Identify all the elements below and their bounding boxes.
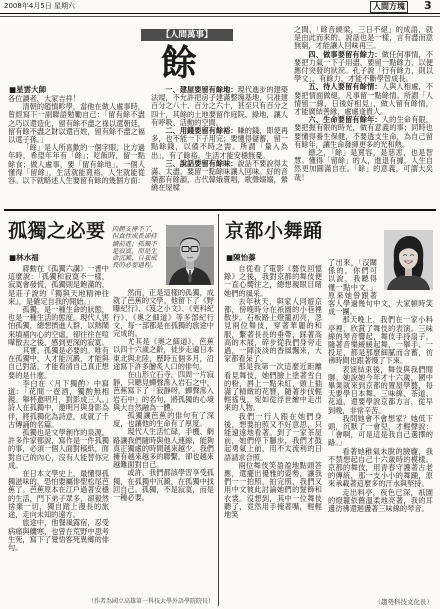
author-photo-lin	[166, 225, 214, 285]
column-divider	[218, 214, 219, 606]
article-column-b	[113, 289, 214, 596]
point-heading: 一、建屋要留有餘地：	[165, 86, 238, 94]
paragraph: 總之，「餘」是寬容，是慈悲，也是智慧。懂得「留餘」的人，進退有據，人生自然更加圓滿自在。「餘」的意義，可謂大矣哉！	[294, 148, 433, 182]
paragraph-text: 人的生命有限，要把握有限的時光，做有意義的事；同時也要懂得養生保健，不要透支生命，為自己留有餘年，讓生命發揮更多的光和熱。	[294, 115, 433, 149]
column-label: 【人間萬事】	[141, 29, 233, 41]
article-column-c	[224, 265, 322, 596]
paragraph: 了出來，「沒關係的，你們可以說，我聽得懂一點中文。」原來她曾跟著客人學過幾句中文，大家頓時笑成一團。	[328, 259, 433, 317]
header-rule-thin	[0, 16, 440, 17]
paragraph	[151, 127, 288, 160]
paragraph	[151, 86, 288, 127]
paragraph: 孤獨讓芭蕉的俳句有了深度，也讓他的生命有了厚度。	[113, 411, 214, 429]
point-heading: 六、生命要留有餘年：	[308, 115, 382, 125]
paragraph-text: 現代進步的建築法規，不允許把房子建滿整塊基地，只准建百分之八十、百分之六十，甚至只有百分之四十，其餘的土地要留作庭院、綠地，讓人有呼吸、活動的空間。	[151, 86, 288, 127]
paragraph: 走出料亭，夜色已深，祇園的燈籠依舊溫柔地亮著，我的耳邊彷彿還迴盪著三味線的琴音。	[328, 487, 433, 514]
paragraph: 之間，「餘音繞梁，三日不絕」的成語，就是由此而來的。說話也是一樣，言有盡而意無窮，才能讓人回味再三。	[294, 26, 433, 51]
paragraph: 那天晚上，我們在一家小料亭裡，欣賞了舞伎的表演。三味線的琴音響起，舞伎手持扇子，隨著音樂緩緩起舞，一舉手、一投足，都是那麼細膩而含蓄，彷彿時間也跟著慢了下來。	[328, 315, 433, 366]
article-title: 餘	[161, 43, 198, 84]
paragraph: 看著她稚氣未脫的臉龐，我不禁想起自己十六歲時的模樣。京都的舞伎，用青春守護著古老的傳統，那一支小小的舞踊，原來承載著這麼多的汗水與堅持。	[328, 446, 433, 489]
article-title-solitude: 孤獨之必要	[8, 220, 106, 242]
paragraph: 那是我第一次這麼近距離看見舞伎，她們臉上塗著雪白的粉，唇上一點朱紅，頭上插滿了精緻的花簪，隨著步伐輕輕搖曳，宛如從浮世繪中走出來的人物。	[224, 362, 322, 413]
paragraph: 我們一行人跟在她們身後，想要拍照又不好意思，只能遠遠地看著。到了一家茶屋前，她們停下腳步，我們才鼓起勇氣上前，用不太流利的日語請求合照。	[224, 411, 322, 462]
page-number: 3	[424, 0, 432, 12]
paragraph: 我問她會不會想家？她低下頭，沉默了一會兒，才輕聲說：「會啊，可是這是我自己選擇的路。」	[328, 413, 433, 448]
pull-quote: 肉體支撐不了，但真性成長卻持續前進；孤獨不是寂寞，而是生命沉澱、自我成長的必要過程。	[112, 226, 157, 270]
article-byline-kyoto: ■陳怡蓁	[226, 253, 256, 262]
paragraph	[294, 83, 433, 116]
paragraph: 孤獨，是一種生命的狀態，也是一種生活的態度。現代人害怕孤獨，總想擠進人群，以熱鬧來填補內心的空虛，卻往往在喧嘩散去之後，感到更深的寂寞。	[8, 305, 109, 347]
paragraph	[294, 116, 433, 149]
paragraph: 然而，正是這樣的孤獨，成就了芭蕉的文學。他留下了《野曝紀行》、《笈之小文》、《更科紀行》、《奧之細道》等多部紀行文，每一部都是在孤獨的旅途中完成的。	[113, 289, 214, 339]
paragraph: 在日本文學史上，最懂得孤獨滋味的，恐怕要屬俳聖松尾芭蕉了。芭蕉原本在江戶過著安穩的生活，門下弟子眾多，卻毅然捨棄一切，獨自踏上漫長的旅途，走向未知的遠方。	[8, 469, 109, 520]
paragraph: 兩位舞伎笑盈盈地點頭答應，還擺出優雅的姿勢，讓我們一一拍照。拍完照，我們又用中文彼此討論她們的髮飾和衣裳。沒想到，其中一位舞伎聽了，竟然用手掩著嘴，輕輕地笑	[224, 460, 322, 520]
paragraph-text: 人與人相處，不要把情面做絕，凡事留一點餘情。所謂「人情留一線，日後好相見」，做人留有餘情，才能廣結善緣，處處逢貴人。	[294, 82, 433, 117]
paragraph: 或許，我們都該學習享受孤獨，在孤獨中沉澱，在孤獨中找回自己。孤獨，不是寂寞，而是一種必要。	[113, 468, 214, 503]
article-column-d	[328, 259, 433, 596]
paragraph-text: 做任何事情，不要把力氣一下子用盡，要留一點餘力，以便應付突發的狀況。孔子說「行有餘力，則以學文」，有餘力，才能不斷學習成長。	[294, 49, 433, 84]
article-title-kyoto: 京都小舞踊	[225, 220, 323, 242]
author-note-solitude: （作者為國立高雄第一科技大學外語學院院長）	[87, 598, 214, 605]
point-heading: 三、說話要留有餘味：	[165, 158, 238, 168]
issue-date: 2008年4月5日 星期六	[4, 2, 75, 10]
paragraph: 孤獨也是文學創作的泉源。許多作家都說，寫作是一件孤獨的事，必須一個人面對稿紙，面對自己的內心，沒有人能替你完成。	[8, 428, 109, 470]
paragraph: 去年秋天，與家人同遊京都，傍晚時分在祇園的小巷裡散步。石板路上燈籠初亮，忽見兩位舞伎，穿著華麗的和服，繫著長長的垂帶，踩著高高的木屐，碎步從我們身旁走過，一陣淡淡的香風飄來，大家都看呆了。	[224, 296, 322, 364]
point-heading: 四、做事要留有餘力：	[308, 49, 382, 59]
article-byline: ■星雲大師	[9, 85, 47, 94]
article-column-a	[8, 265, 109, 596]
paragraph: 在山形立石寺，四周一片寂靜，只聽見蟬聲滲入岩石之中，芭蕉寫下了「寂靜呀，蟬聲滲入岩石中」的名句，將孤獨的心境與大自然融為一體。	[113, 370, 214, 412]
paragraph: 各位讀者，大家吉祥！	[8, 95, 80, 103]
article-column-3	[294, 26, 433, 207]
paragraph: 「餘」是人所喜歡的一個字眼，比方過年時，希望年年有「餘」；吃飯時，留一點餘食；做人處事，要「留有餘地」。一個人懂得「留餘」，生活就能寬裕，人生就能從容。以下就略述人生要留有餘的幾個方面：	[8, 143, 145, 186]
paragraph: 自從看了電影《藝伎回憶錄》之後，我對京都的舞伎便一直心嚮往之，總想親眼目睹她們的風采。	[224, 265, 322, 298]
author-note-kyoto: （趨勢科技文化長）	[374, 598, 433, 606]
header-rule	[0, 13, 440, 14]
point-heading: 五、待人要留有餘情：	[308, 82, 382, 92]
paragraph: 表演結束後，舞伎與我們閒聊。她說她今年才十六歲，國中畢業就來到京都的置屋學藝，每天要學日本舞、三味線、茶道、花道，還要學說京都方言，從早到晚，非常辛苦。	[328, 364, 433, 415]
paragraph-text: 賺的錢，即使再多，也不能一下子用完；要懂得儲蓄，留一點餘錢，以備不時之需。所謂「量入為出」，有了餘裕，生活才能安穩無憂。	[151, 126, 288, 160]
paragraph: 其實，孤獨是必要的。唯有在孤獨中，人才能沉澱，才能與自己對話，才能看清自己真正想要的是什麼。	[8, 346, 109, 380]
paragraph: 旅途中，他餐風露宿，忍受病痛與饑寒，也曾在荒野中思考生死，寫下了覺悟客死異鄉的俳句。	[8, 518, 109, 552]
section-divider	[4, 209, 436, 211]
article-column-2	[151, 86, 288, 207]
point-heading: 二、用錢要留有餘裕：	[165, 126, 238, 136]
paragraph	[294, 51, 433, 84]
article-column-1	[8, 95, 145, 207]
paragraph: 清朝的趙慎畛學，當他在做人處事時，曾經寫下一副聯語勉勵自己：「留有餘不盡之巧以還造化，留有餘不盡之祿以還朝廷，留有餘不盡之財以還百姓，留有餘不盡之福以還子孫。」	[8, 102, 145, 145]
section-name-box: 人間方塊	[370, 1, 408, 13]
paragraph	[151, 160, 288, 193]
paragraph: 蔣勳在《孤獨六講》一書中這麼說：「孤獨和寂寞不一樣，寂寞會發慌，孤獨則是飽滿的，是莊子說的『獨與天地精神往來』，是確定自我的開始。」	[8, 265, 109, 306]
article-byline-solitude: ■林水福	[9, 253, 39, 262]
photo-wrap-spacer	[377, 259, 433, 293]
paragraph-text: 說話不要說得太滿、太盡，要留一點餘味讓人回味。好的音樂都有餘韻，古代韓娥賣唱，歌聲嫋嫋，縈繞在屋樑	[151, 158, 288, 193]
paragraph: 李白在〈月下獨酌〉中寫道：「花間一壺酒，獨酌無相親。舉杯邀明月，對影成三人。」詩人在孤獨中，邀明月與身影為伴，將孤獨化為詩意，成就了千古傳誦的名篇。	[8, 378, 109, 429]
paragraph: 尤其是《奧之細道》，芭蕉以四十六歲之齡，徒步走遍日本東北與北陸，歷時五個多月，沿途寫下許多膾炙人口的俳句。	[113, 337, 214, 371]
paragraph: 現代人生活忙碌，手機、網路讓我們隨時與他人連線，能夠真正獨處的時間越來越少。我們擁有越來越多的聯繫，卻也越來越難面對自己。	[113, 427, 214, 470]
